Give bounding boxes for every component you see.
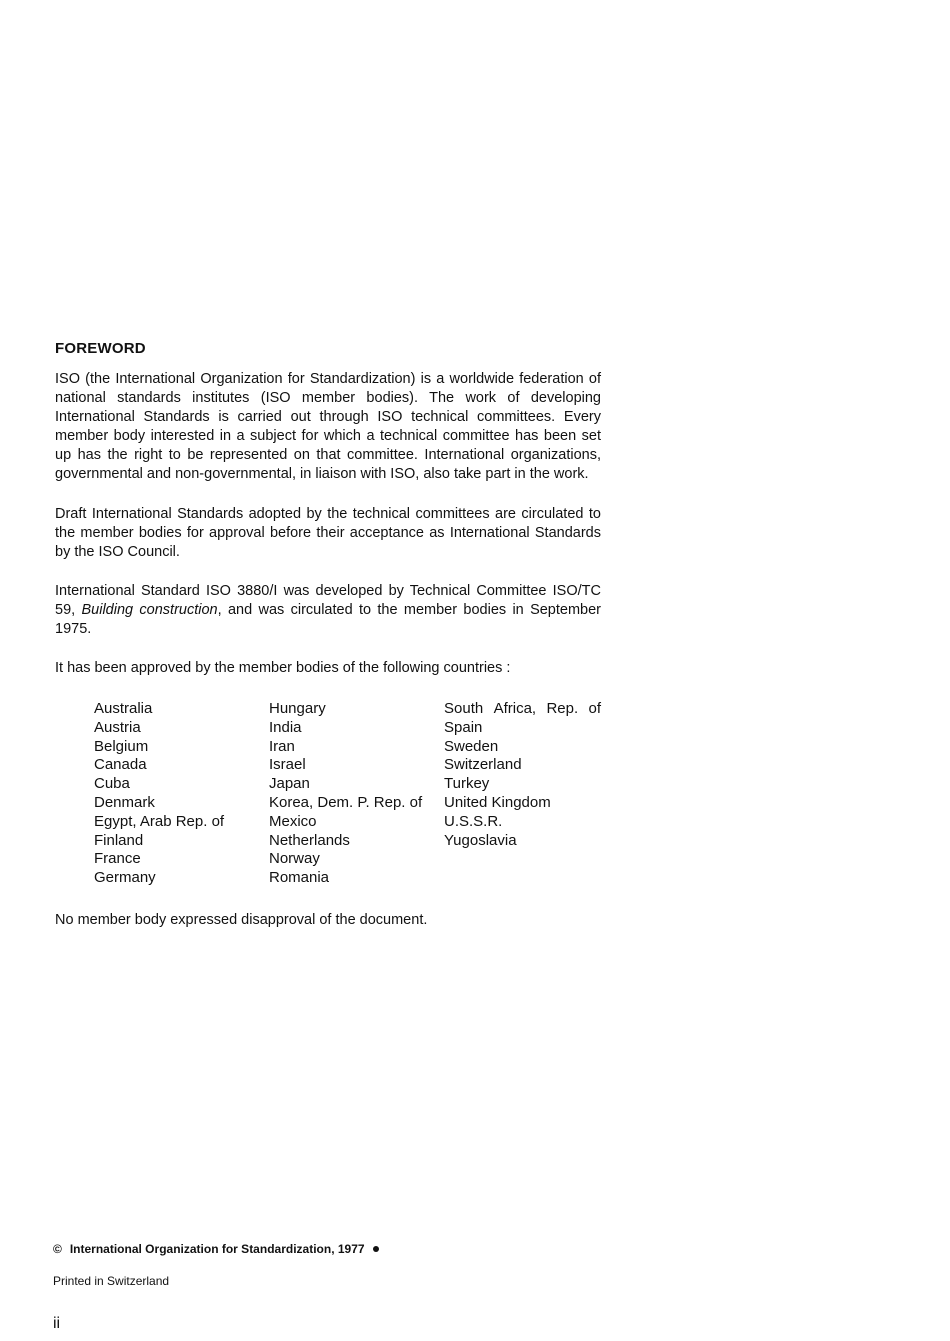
disapproval-note: No member body expressed disapproval of the document. — [55, 912, 428, 928]
country-item: Mexico — [269, 812, 317, 830]
country-item: United Kingdom — [444, 793, 551, 811]
country-word: Rep. — [546, 700, 579, 717]
foreword-heading: FOREWORD — [55, 340, 146, 357]
country-item: U.S.S.R. — [444, 812, 503, 830]
country-word: of — [588, 700, 601, 717]
paragraph-3-text-start: International Standard ISO 3880/I was developed by Technical Committee ISO/TC 59, — [55, 583, 601, 618]
copyright-line — [53, 1242, 379, 1256]
country-item: Norway — [269, 850, 320, 868]
country-column-1 — [94, 700, 269, 888]
country-item: Korea, Dem. P. Rep. of — [269, 793, 423, 811]
approval-intro: It has been approved by the member bodies of the following countries : — [55, 660, 511, 676]
country-item: Germany — [94, 869, 156, 887]
foreword-paragraph-2: Draft International Standards adopted by the technical committees are circulated to the member bodies for approval before their acceptance as International Standards by the ISO Council. — [55, 506, 601, 560]
country-item: Finland — [94, 831, 144, 849]
bullet-icon — [373, 1246, 379, 1252]
country-item — [444, 700, 601, 719]
country-item: Israel — [269, 756, 306, 774]
country-item: India — [269, 718, 302, 736]
country-item: Romania — [269, 869, 330, 887]
country-item: Turkey — [444, 775, 490, 793]
copyright-icon: © — [53, 1242, 62, 1256]
country-item: Denmark — [94, 793, 155, 811]
country-item: Spain — [444, 718, 483, 736]
country-item: Austria — [94, 718, 141, 736]
country-item: Netherlands — [269, 831, 350, 849]
country-column-3 — [444, 700, 604, 888]
country-item: Sweden — [444, 737, 499, 755]
printed-location: Printed in Switzerland — [53, 1274, 170, 1288]
copyright-text: International Organization for Standardization, 1977 — [69, 1242, 365, 1256]
paragraph-3-text-end: , and was circulated to the member bodies in September 1975. — [55, 602, 601, 637]
country-item: Hungary — [269, 700, 326, 717]
foreword-paragraph-1: ISO (the International Organization for Standardization) is a worldwide federation of national standards institutes (ISO member bodies). The work of developing International Standards is carried out through ISO technical committees. Every member body interested in a subject for which a technical committee has been set up has the right to be represented on that committee. International organizations, governmental and non-governmental, in liaison with ISO, also take part in the work. — [55, 371, 601, 482]
country-item: Canada — [94, 756, 147, 774]
committee-title: Building construction — [81, 602, 218, 618]
country-item: Yugoslavia — [444, 831, 517, 849]
country-item: Belgium — [94, 737, 149, 755]
country-item: Iran — [269, 737, 295, 755]
country-list — [94, 700, 604, 888]
country-item: Australia — [94, 700, 153, 717]
page-number: ii — [53, 1315, 61, 1332]
country-column-2 — [269, 700, 444, 888]
country-word: Africa, — [493, 700, 537, 717]
foreword-paragraph-3 — [55, 582, 601, 639]
country-item: Japan — [269, 775, 310, 793]
country-word: South — [444, 700, 484, 717]
country-item: Egypt, Arab Rep. of — [94, 812, 225, 830]
country-item: France — [94, 850, 141, 868]
country-item: Switzerland — [444, 756, 522, 774]
country-item: Cuba — [94, 775, 130, 793]
